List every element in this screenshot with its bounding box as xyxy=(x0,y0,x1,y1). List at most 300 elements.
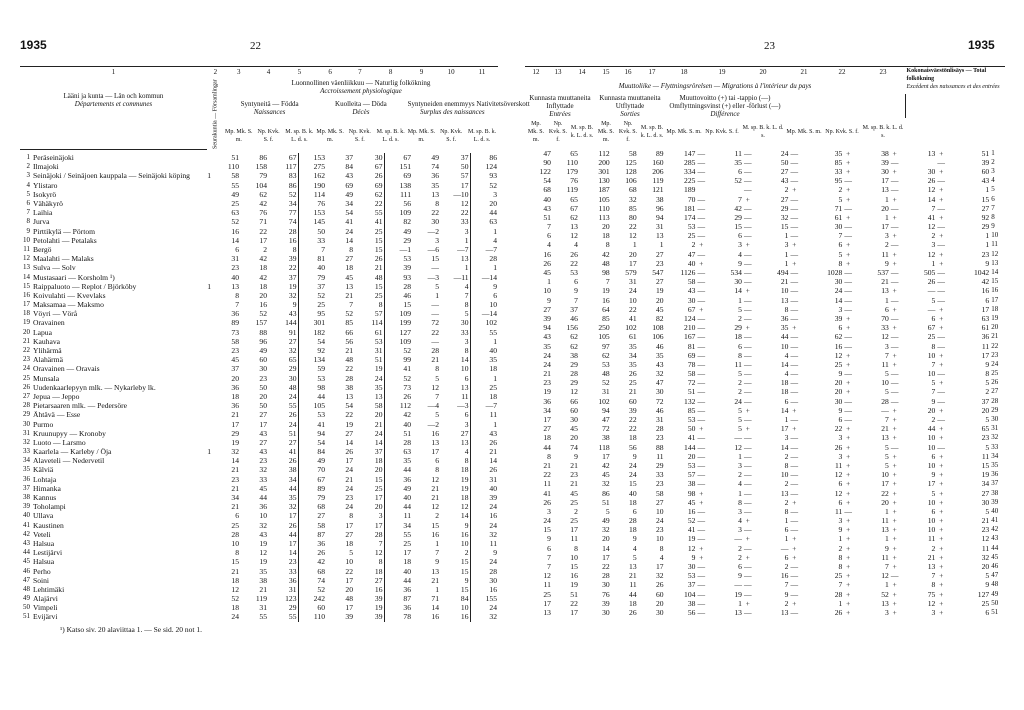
right-cell: 5 xyxy=(885,369,889,379)
left-cell: 31 xyxy=(259,603,267,613)
table-row xyxy=(20,254,498,263)
right-cell: 51 xyxy=(602,497,610,507)
table-row xyxy=(525,185,1005,194)
right-cell: — xyxy=(790,194,799,204)
table-row xyxy=(525,553,1005,562)
table-row xyxy=(525,149,1005,158)
right-cell: + xyxy=(792,185,797,195)
right-cell: + xyxy=(846,258,851,268)
left-cell: 40 xyxy=(489,346,497,356)
right-cell: + xyxy=(892,323,897,333)
right-cell: 17 xyxy=(602,451,610,461)
row-number: 17 xyxy=(991,295,999,304)
right-cell: 23 xyxy=(655,258,664,268)
left-cell: 7 xyxy=(321,244,325,254)
right-cell: 6 xyxy=(885,304,889,314)
row-number: 13 xyxy=(23,263,30,272)
right-cell: 85 xyxy=(602,313,610,323)
left-cell: 48 xyxy=(345,594,353,604)
left-cell: 35 xyxy=(268,493,298,502)
left-cell: 27 xyxy=(354,576,384,585)
parish-count xyxy=(196,272,212,281)
municipality-name: Pirttikylä — Pörtom xyxy=(33,226,96,236)
left-cell: 84 xyxy=(440,594,470,603)
left-cell: 55 xyxy=(354,208,384,217)
right-cell: — xyxy=(790,442,799,452)
right-cell: 20 xyxy=(602,222,610,232)
left-cell: 16 xyxy=(268,236,298,245)
left-cell: 104 xyxy=(255,180,267,190)
right-cell: + xyxy=(745,323,750,333)
right-cell: 130 xyxy=(598,176,610,186)
row-number: 12 xyxy=(23,254,30,263)
table-row xyxy=(20,153,498,162)
right-cell: 11 xyxy=(981,451,990,461)
right-cell: 47 xyxy=(602,415,610,425)
parish-count xyxy=(196,484,212,493)
right-cell: 98 xyxy=(602,268,610,278)
row-number: 8 xyxy=(26,217,30,226)
right-cell: — xyxy=(744,185,752,195)
right-cell: 16 xyxy=(687,506,696,516)
left-cell: 23 xyxy=(231,474,239,484)
municipality-name: Ylistaro xyxy=(33,180,58,190)
left-cell: 155 xyxy=(485,594,497,604)
right-cell: + xyxy=(892,589,897,599)
sub-female: Np. Kvk. S. f. xyxy=(257,128,280,143)
right-cell: — xyxy=(844,286,852,296)
right-cell: + xyxy=(846,543,851,553)
left-cell: 26 xyxy=(268,521,298,530)
left-cell: 28 xyxy=(345,373,353,383)
right-cell: 13 xyxy=(570,222,578,232)
right-cell: 1 xyxy=(885,580,889,590)
municipality-name: Vähäkyrö xyxy=(33,199,63,209)
right-cell: + xyxy=(846,525,851,535)
right-cell: — xyxy=(890,396,899,406)
left-cell: 33 xyxy=(440,328,470,337)
right-cell: 33 xyxy=(834,166,843,176)
right-cell: 30 xyxy=(881,166,889,176)
left-cell: 27 xyxy=(317,511,325,521)
right-cell: + xyxy=(846,470,851,480)
right-cell: 49 xyxy=(602,516,610,526)
right-cell: 12 xyxy=(834,488,843,498)
right-cell: 53 xyxy=(687,460,696,470)
municipality-name: Maksamaa — Maksmo xyxy=(33,300,104,310)
left-cell: 13 xyxy=(431,437,439,447)
left-cell: 16 xyxy=(354,585,384,594)
right-cell: 1 xyxy=(838,598,843,608)
right-cell: + xyxy=(846,148,851,158)
left-cell: 111 xyxy=(400,189,411,199)
right-cell: 5 xyxy=(931,488,936,498)
left-cell: 84 xyxy=(317,447,325,457)
municipality-name: Sulva — Solv xyxy=(33,263,76,273)
right-cell: — xyxy=(744,479,752,489)
row-number: 25 xyxy=(23,373,30,382)
right-cell: — xyxy=(744,359,752,369)
left-cell: 50 xyxy=(440,162,470,171)
right-cell: 9 xyxy=(931,470,936,480)
left-cell: 6 xyxy=(493,290,497,300)
right-cell: 8 xyxy=(931,580,936,590)
right-cell: + xyxy=(939,552,944,562)
left-cell: 25 xyxy=(489,382,497,392)
right-cell: 15 xyxy=(543,525,551,535)
row-number: 5 xyxy=(991,185,995,194)
parish-count xyxy=(196,227,212,236)
right-cell: 35 xyxy=(734,157,742,167)
left-cell: 10 xyxy=(489,300,497,310)
right-cell: — xyxy=(937,332,946,342)
left-cell: 24 xyxy=(489,502,497,512)
left-cell: 36 xyxy=(268,576,298,585)
row-number: 3 xyxy=(26,171,30,180)
right-cell: 13 xyxy=(881,286,889,296)
municipality-name: Seinäjoki / Seinäjoen kauppala — Seinäjoki köping xyxy=(33,171,190,181)
right-cell: — xyxy=(697,157,706,167)
right-cell: 10 xyxy=(927,460,936,470)
right-cell: — xyxy=(744,460,752,470)
left-cell: 79 xyxy=(259,171,267,181)
parish-count xyxy=(196,521,212,530)
row-number: 36 xyxy=(23,474,30,483)
right-cell: + xyxy=(939,378,944,388)
left-cell: 99 xyxy=(403,355,411,365)
left-cell: 21 xyxy=(231,465,239,475)
left-cell: 21 xyxy=(259,584,267,594)
right-cell: 67 xyxy=(570,203,578,213)
right-cell: 29 xyxy=(570,359,578,369)
left-cell: 78 xyxy=(403,612,411,622)
right-cell: 21 xyxy=(543,460,551,470)
table-row xyxy=(525,461,1005,470)
right-cell: + xyxy=(939,470,944,480)
right-cell: — xyxy=(790,460,799,470)
left-cell: 27 xyxy=(345,428,353,438)
right-cell: 35 xyxy=(655,350,664,360)
left-cell: 40 xyxy=(317,263,325,273)
parish-count xyxy=(196,254,212,263)
right-cell: 10 xyxy=(780,470,789,480)
parish-count xyxy=(196,438,212,447)
right-cell: 5 xyxy=(738,304,742,314)
right-cell: 12 xyxy=(927,222,936,232)
right-cell: 20 xyxy=(981,562,990,572)
left-cell: 55 xyxy=(403,529,411,539)
right-cell: — xyxy=(790,470,799,480)
right-cell: 124 xyxy=(684,313,696,323)
right-cell: 7 xyxy=(885,562,889,572)
right-cell: 21 xyxy=(629,387,637,397)
right-cell: + xyxy=(846,194,851,204)
row-number: 47 xyxy=(23,575,30,584)
table-row xyxy=(525,268,1005,277)
right-cell: 3 xyxy=(738,240,742,250)
left-cell: 18 xyxy=(354,456,384,465)
right-cell: — xyxy=(937,277,946,287)
left-cell: 17 xyxy=(403,548,411,558)
left-cell: 46 xyxy=(403,290,411,300)
right-cell: — xyxy=(744,442,752,452)
left-cell: 3 xyxy=(435,235,439,245)
table-row xyxy=(525,213,1005,222)
right-cell: 3 xyxy=(547,506,551,516)
right-cell: 1 xyxy=(885,194,889,204)
municipality-name: Lehtimäki xyxy=(33,584,65,594)
right-cell: — xyxy=(790,286,799,296)
right-cell: — xyxy=(890,442,899,452)
right-cell: 2 xyxy=(784,562,789,572)
left-cell: 8 xyxy=(354,557,384,566)
right-cell: 1 xyxy=(738,598,742,608)
right-cell: 21 xyxy=(629,571,637,581)
right-cell: 6 xyxy=(738,231,742,241)
left-cell: 20 xyxy=(345,584,353,594)
right-cell: 60 xyxy=(655,589,664,599)
left-cell: 28 xyxy=(231,529,239,539)
left-cell: 42 xyxy=(259,272,267,282)
right-cell: + xyxy=(939,166,944,176)
right-cell: — xyxy=(790,488,799,498)
right-cell: 47 xyxy=(687,249,696,259)
left-cell: 74 xyxy=(431,162,439,172)
left-cell: 26 xyxy=(345,447,353,457)
municipality-name: Ilmajoki xyxy=(33,162,59,172)
right-cell: — xyxy=(790,451,799,461)
row-number: 41 xyxy=(991,516,999,525)
row-number: 38 xyxy=(23,493,30,502)
table-row xyxy=(20,410,498,419)
left-cell: 41 xyxy=(354,217,384,226)
right-cell: 147 xyxy=(684,148,696,158)
table-row xyxy=(525,341,1005,350)
right-cell: 10 xyxy=(780,286,789,296)
table-row xyxy=(20,227,498,236)
left-cell: —3 xyxy=(440,401,470,410)
right-cell: + xyxy=(939,506,944,516)
left-cell: 8 xyxy=(440,346,470,355)
left-cell: 13 xyxy=(231,281,239,291)
right-cell: + xyxy=(745,286,750,296)
left-cell: 83 xyxy=(268,171,298,180)
parish-count xyxy=(196,456,212,465)
left-cell: 22 xyxy=(345,364,353,374)
right-cell: 6 xyxy=(838,415,843,425)
left-cell: 58 xyxy=(317,520,325,530)
right-cell: 86 xyxy=(602,488,610,498)
right-cell: 9 xyxy=(784,589,789,599)
left-cell: 44 xyxy=(268,530,298,539)
left-cell: 54 xyxy=(345,401,353,411)
left-cell: 81 xyxy=(317,254,325,264)
right-cell: 1 xyxy=(659,240,664,250)
table-row xyxy=(525,204,1005,213)
left-page-number: 22 xyxy=(250,40,261,52)
left-cell: 7 xyxy=(354,539,384,548)
right-cell: — xyxy=(844,231,852,241)
sub-total: M. sp. B. k. L. d. s. xyxy=(742,124,784,139)
right-cell: 5 xyxy=(738,405,742,415)
left-cell: —10 xyxy=(440,190,470,199)
right-cell: + xyxy=(939,543,944,553)
left-cell: 109 xyxy=(399,336,411,346)
row-number: 3 xyxy=(991,166,995,175)
left-cell: 6 xyxy=(440,410,470,419)
colnum-20: 20 xyxy=(759,68,767,77)
table-row xyxy=(20,539,498,548)
left-cell: 31 xyxy=(268,585,298,594)
left-cell: 24 xyxy=(345,483,353,493)
right-cell: + xyxy=(939,525,944,535)
right-cell: 10 xyxy=(655,506,664,516)
right-cell: 69 xyxy=(687,350,696,360)
right-cell: + xyxy=(892,258,897,268)
left-cell: 190 xyxy=(313,180,325,190)
right-cell: 25 xyxy=(981,598,990,608)
left-cell: 8 xyxy=(349,244,353,254)
row-number: 37 xyxy=(991,479,999,488)
right-cell: — xyxy=(937,396,946,406)
table-row xyxy=(20,236,498,245)
left-cell: 28 xyxy=(489,566,497,576)
right-cell: — xyxy=(744,506,752,516)
left-cell: 29 xyxy=(268,603,298,612)
left-cell: 91 xyxy=(268,328,298,337)
right-cell: 11 xyxy=(734,359,742,369)
municipality-name: Oravainen — Oravais xyxy=(33,364,100,374)
right-cell: 67 xyxy=(687,304,696,314)
right-cell: 9 xyxy=(838,405,843,415)
right-cell: + xyxy=(939,405,944,415)
right-cell: — xyxy=(844,341,852,351)
left-cell: 23 xyxy=(231,346,239,356)
right-cell: + xyxy=(939,562,944,572)
right-cell: — xyxy=(790,387,799,397)
right-cell: + xyxy=(892,479,897,489)
table-row xyxy=(525,424,1005,433)
right-cell: 13 xyxy=(629,562,637,572)
left-cell: 26 xyxy=(354,254,384,263)
left-cell: 22 xyxy=(431,327,439,337)
right-cell: 5 xyxy=(885,387,889,397)
left-cell: 53 xyxy=(317,410,325,420)
right-cell: 70 xyxy=(687,194,696,204)
table-row xyxy=(20,181,498,190)
left-cell: 18 xyxy=(231,603,239,613)
right-cell: + xyxy=(939,359,944,369)
right-cell: 30 xyxy=(602,580,610,590)
left-cell: 49 xyxy=(345,189,353,199)
right-cell: 5 xyxy=(738,369,742,379)
right-cell: 32 xyxy=(602,479,610,489)
table-row xyxy=(525,534,1005,543)
right-cell: 41 xyxy=(687,525,696,535)
right-cell: 127 xyxy=(977,589,990,599)
left-cell: 37 xyxy=(354,447,384,456)
right-cell: 27 xyxy=(543,424,551,434)
table-row xyxy=(525,599,1005,608)
right-cell: — xyxy=(697,580,706,590)
right-cell: 6 xyxy=(784,396,789,406)
right-cell: 9 xyxy=(632,534,637,544)
right-cell: — xyxy=(744,589,752,599)
right-cell: 22 xyxy=(629,424,637,434)
table-row xyxy=(20,392,498,401)
table-row xyxy=(20,548,498,557)
left-cell: 51 xyxy=(231,153,239,163)
right-cell: 1 xyxy=(985,240,990,250)
colnum-15: 15 xyxy=(602,68,610,77)
right-cell: — xyxy=(790,304,799,314)
right-cell: — xyxy=(697,286,706,296)
row-number: 50 xyxy=(991,598,999,607)
right-cell: 1 xyxy=(632,240,637,250)
right-cell: 25 xyxy=(570,516,578,526)
left-cell: 9 xyxy=(493,548,497,558)
left-cell: 39 xyxy=(403,263,411,273)
left-cell: 14 xyxy=(345,235,353,245)
left-cell: 21 xyxy=(354,263,384,272)
right-cell: + xyxy=(846,562,851,572)
right-cell: + xyxy=(846,442,851,452)
parish-count xyxy=(196,199,212,208)
right-cell: 11 xyxy=(981,341,990,351)
right-cell: + xyxy=(892,451,897,461)
right-cell: 44 xyxy=(629,589,637,599)
right-cell: 26 xyxy=(927,176,936,186)
right-cell: — xyxy=(744,580,752,590)
right-cell: 6 xyxy=(838,323,843,333)
left-cell: 24 xyxy=(231,612,239,622)
right-cell: 31 xyxy=(602,387,610,397)
right-cell: 63 xyxy=(981,313,990,323)
right-cell: + xyxy=(846,580,851,590)
right-cell: 102 xyxy=(598,396,610,406)
right-cell: 71 xyxy=(834,203,843,213)
right-cell: 45 xyxy=(543,268,551,278)
right-cell: — xyxy=(790,479,799,489)
table-row xyxy=(525,498,1005,507)
right-cell: — xyxy=(744,268,752,278)
parish-count xyxy=(196,318,212,327)
right-cell: — xyxy=(790,580,799,590)
right-cell: — xyxy=(744,470,752,480)
left-cell: 62 xyxy=(259,189,267,199)
left-cell: 3 xyxy=(440,227,470,236)
row-number: 18 xyxy=(23,309,30,318)
right-cell: 5 xyxy=(931,378,936,388)
right-cell: 44 xyxy=(780,332,789,342)
right-cell: 51 xyxy=(570,589,578,599)
left-cell: 151 xyxy=(399,162,411,172)
right-cell: — xyxy=(697,378,706,388)
right-cell: 250 xyxy=(598,323,610,333)
right-cell: 27 xyxy=(981,203,990,213)
right-cell: 12 xyxy=(927,249,936,259)
left-cell: 28 xyxy=(403,437,411,447)
right-cell: + xyxy=(939,451,944,461)
left-cell: 67 xyxy=(268,153,298,162)
right-cell: + xyxy=(939,185,944,195)
colnum-11: 11 xyxy=(478,68,486,77)
left-cell: 16 xyxy=(231,226,239,236)
right-cell: — xyxy=(697,442,706,452)
left-cell: 76 xyxy=(259,208,267,218)
right-cell: 12 xyxy=(834,470,843,480)
right-cell: + xyxy=(892,470,897,480)
